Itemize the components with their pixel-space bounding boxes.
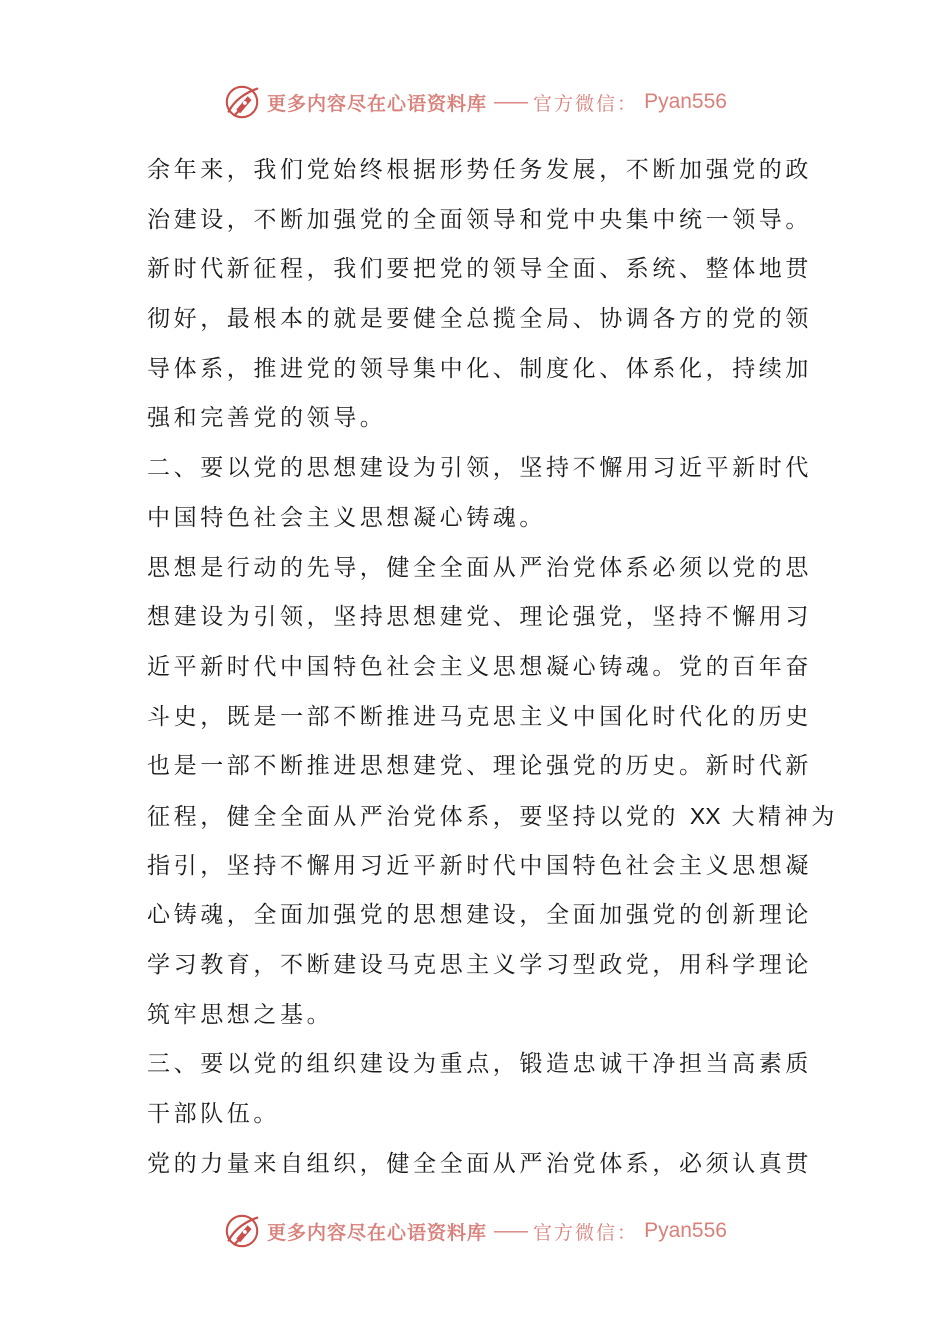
text-line: 近平新时代中国特色社会主义思想凝心铸魂。党的百年奋 (147, 653, 812, 680)
banner-dash: —— (493, 91, 528, 113)
text-line: 想建设为引领，坚持思想建党、理论强党，坚持不懈用习 (147, 604, 812, 631)
text-line: 斗史，既是一部不断推进马克思主义中国化时代化的历史 (147, 703, 812, 730)
text-line: 余年来，我们党始终根据形势任务发展，不断加强党的政 (147, 157, 812, 183)
section-heading-three-cont: 干部队伍。 (147, 1101, 280, 1128)
header-banner (0, 80, 950, 124)
text-line: 彻好，最根本的就是要健全总揽全局、协调各方的党的领 (147, 306, 812, 333)
pen-nib-logo-icon (223, 83, 261, 121)
placeholder-xx: XX (689, 802, 721, 829)
text-line: 心铸魂，全面加强党的思想建设，全面加强党的创新理论 (147, 902, 812, 929)
banner-dash: —— (493, 1220, 528, 1242)
footer-banner (0, 1209, 950, 1253)
text-line: 指引，坚持不懈用习近平新时代中国特色社会主义思想凝 (147, 852, 812, 879)
library-slogan: 更多内容尽在心语资料库 (267, 92, 488, 115)
wechat-label: 官方微信： (533, 92, 639, 115)
text-line: 强和完善党的领导。 (147, 405, 387, 432)
text-line: 导体系，推进党的领导集中化、制度化、体系化，持续加 (147, 355, 812, 382)
text-line: 也是一部不断推进思想建党、理论强党的历史。新时代新 (147, 753, 812, 780)
text-line (147, 792, 838, 842)
text-line: 思想是行动的先导，健全全面从严治党体系必须以党的思 (147, 554, 812, 581)
text-line: 新时代新征程，我们要把党的领导全面、系统、整体地贯 (147, 256, 812, 283)
text-segment: 大精神为 (720, 803, 838, 830)
library-slogan: 更多内容尽在心语资料库 (267, 1221, 488, 1244)
section-heading-three: 三、要以党的组织建设为重点，锻造忠诚干净担当高素质 (147, 1051, 812, 1078)
section-heading-two: 二、要以党的思想建设为引领，坚持不懈用习近平新时代 (147, 455, 812, 482)
section-heading-two-cont: 中国特色社会主义思想凝心铸魂。 (147, 504, 546, 531)
pen-nib-logo-icon (223, 1212, 261, 1250)
text-line: 党的力量来自组织，健全全面从严治党体系，必须认真贯 (147, 1150, 812, 1177)
document-body (147, 146, 838, 1189)
wechat-label: 官方微信： (533, 1221, 639, 1244)
text-line: 治建设，不断加强党的全面领导和党中央集中统一领导。 (147, 206, 812, 233)
text-segment: 征程，健全全面从严治党体系，要坚持以党的 (147, 803, 690, 830)
text-line: 学习教育，不断建设马克思主义学习型政党，用科学理论 (147, 952, 812, 978)
wechat-id: Pyan556 (644, 1219, 727, 1242)
text-line: 筑牢思想之基。 (147, 1001, 334, 1028)
wechat-id: Pyan556 (644, 90, 727, 113)
